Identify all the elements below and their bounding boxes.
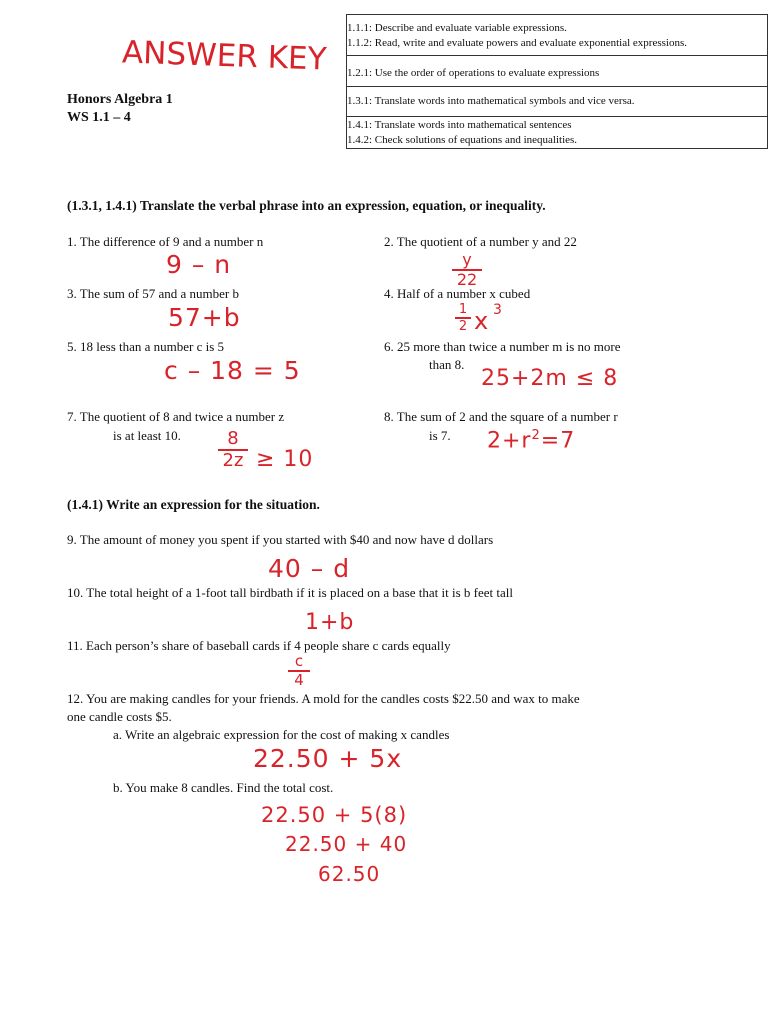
worksheet-id: WS 1.1 – 4 bbox=[67, 110, 131, 125]
section-heading: (1.4.1) Write an expression for the situation. bbox=[67, 497, 320, 512]
question-12b: b. You make 8 candles. Find the total cost. bbox=[113, 780, 334, 795]
standard-item: 1.4.2: Check solutions of equations and inequalities. bbox=[347, 134, 578, 146]
fraction-denominator: 2 bbox=[458, 319, 468, 334]
question-8: 8. The sum of 2 and the square of a number r bbox=[384, 409, 618, 424]
question-1: 1. The difference of 9 and a number n bbox=[67, 234, 264, 249]
answer-key-title: ANSWER KEY bbox=[121, 34, 328, 78]
answer-5: c – 18 = 5 bbox=[164, 356, 301, 385]
standards-row bbox=[347, 117, 767, 150]
answer-12a: 22.50 + 5x bbox=[253, 744, 403, 773]
question-12-cont: one candle costs $5. bbox=[67, 709, 172, 724]
standard-item: 1.3.1: Translate words into mathematical symbols and vice versa. bbox=[347, 95, 635, 107]
fraction-denominator: 22 bbox=[456, 270, 478, 289]
answer-4-variable: x bbox=[474, 307, 490, 335]
question-6-cont: than 8. bbox=[429, 357, 465, 372]
question-2: 2. The quotient of a number y and 22 bbox=[384, 234, 577, 249]
fraction-denominator: 2z bbox=[222, 450, 244, 471]
answer-3: 57+b bbox=[168, 303, 241, 332]
answer-12b-step1: 22.50 + 5(8) bbox=[261, 803, 408, 827]
question-12: 12. You are making candles for your friends. A mold for the candles costs $22.50 and wax to make bbox=[67, 691, 580, 706]
standards-row bbox=[347, 56, 767, 87]
standards-table bbox=[346, 14, 768, 149]
answer-2 bbox=[452, 252, 482, 288]
answer-7-inequality: ≥ 10 bbox=[256, 447, 314, 472]
fraction-numerator: c bbox=[294, 652, 304, 670]
answer-1: 9 – n bbox=[166, 250, 232, 279]
answer-4-fraction bbox=[455, 303, 471, 333]
answer-11 bbox=[288, 654, 310, 688]
answer-6: 25+2m ≤ 8 bbox=[481, 366, 619, 391]
course-title: Honors Algebra 1 bbox=[67, 92, 173, 107]
standards-row bbox=[347, 15, 767, 56]
question-7-cont: is at least 10. bbox=[113, 428, 181, 443]
fraction-numerator: 8 bbox=[227, 428, 239, 449]
answer-8-base: 2+r bbox=[487, 428, 532, 454]
answer-9: 40 – d bbox=[268, 554, 351, 583]
question-8-cont: is 7. bbox=[429, 428, 451, 443]
answer-12b-step2: 22.50 + 40 bbox=[285, 832, 408, 856]
question-9: 9. The amount of money you spent if you started with $40 and now have d dollars bbox=[67, 532, 494, 547]
fraction-denominator: 4 bbox=[294, 671, 304, 689]
standard-item: 1.4.1: Translate words into mathematical sentences bbox=[347, 119, 572, 131]
fraction-numerator: y bbox=[462, 250, 472, 269]
question-12a: a. Write an algebraic expression for the cost of making x candles bbox=[113, 727, 450, 742]
section-heading: (1.3.1, 1.4.1) Translate the verbal phrase into an expression, equation, or inequality. bbox=[67, 198, 546, 213]
answer-10: 1+b bbox=[305, 610, 355, 635]
question-6: 6. 25 more than twice a number m is no more bbox=[384, 339, 621, 354]
question-11: 11. Each person’s share of baseball cards if 4 people share c cards equally bbox=[67, 638, 451, 653]
standard-item: 1.1.2: Read, write and evaluate powers and evaluate exponential expressions. bbox=[347, 37, 687, 49]
answer-4-exponent: 3 bbox=[493, 302, 503, 318]
answer-8 bbox=[487, 428, 575, 453]
question-10: 10. The total height of a 1-foot tall birdbath if it is placed on a base that it is b feet tall bbox=[67, 585, 513, 600]
standard-item: 1.2.1: Use the order of operations to evaluate expressions bbox=[347, 67, 600, 79]
standards-row bbox=[347, 87, 767, 117]
question-7: 7. The quotient of 8 and twice a number z bbox=[67, 409, 285, 424]
standard-item: 1.1.1: Describe and evaluate variable expressions. bbox=[347, 22, 567, 34]
answer-8-exponent: 2 bbox=[531, 428, 541, 443]
answer-8-result: =7 bbox=[540, 428, 576, 454]
question-4: 4. Half of a number x cubed bbox=[384, 286, 531, 301]
answer-7-fraction bbox=[218, 430, 248, 470]
question-5: 5. 18 less than a number c is 5 bbox=[67, 339, 225, 354]
answer-12b-step3: 62.50 bbox=[318, 862, 381, 886]
question-3: 3. The sum of 57 and a number b bbox=[67, 286, 239, 301]
fraction-numerator: 1 bbox=[458, 302, 468, 317]
